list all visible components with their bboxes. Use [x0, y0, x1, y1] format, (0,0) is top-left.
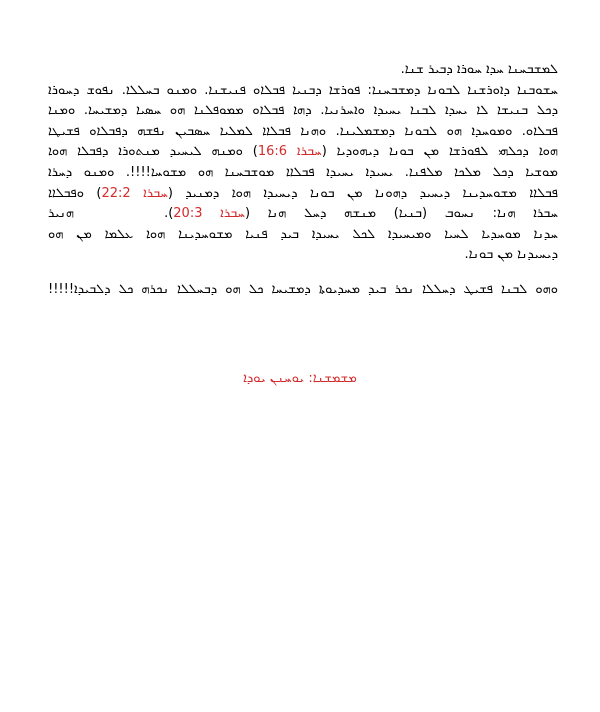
- paragraph-line: ܦܒܠܐܐ ܡܫܘܚܕܝܢܐ ܕܝܚܝܕ ܕܗܘܢܐ ܡܢ ܒܘܢܐ ܕܝܚܝܕܐ ܗܘܐ ܕܡܢܝܕ (ܚܒܪܐ 22:2) ܘܦܒܠܐܐ: [48, 185, 558, 201]
- signature: ܡܫܡܫܢܐ: ܝܘܚܢܢ ܝܘܕܐ: [243, 371, 357, 386]
- paragraph-line: ܕܟܠ ܒܢܝܫܐ ܠܐ ܝܚܕܐ ܠܒܢܐ ܝܚܝܕܐ ܘܐܚܪܢܝܐ. ܕܗܐ ܦܒܠܐܘ ܡܡܘܦܠܢܐ ܗܘ ܚܣܝܐ ܕܡܫܝܚܐ. ܘܡܢܐ: [48, 103, 558, 119]
- bible-reference: ܚܒܪܐ 16:6: [257, 144, 322, 160]
- paragraph-line: ܦܒܠܐܘ. ܘܡܘܚܕܐ ܗܘ ܠܒܘܢܐ ܕܡܫܡܠܝܢܐ. ܘܗܢܐ ܦܒܠܐܐ ܠܡܠܝܐ ܚܣܒܝܢ ܢܦܫܗ ܕܦܒܠܐܘ ܦܫܝܛܐ: [48, 123, 558, 139]
- bible-reference: ܚܒܪܐ 22:2: [101, 185, 168, 201]
- paragraph-line: ܚܒܪܐ ܗܢܐ: ܢܚܘܒ (ܒܢܝܐ) ܡܢܫܗ ܕܚܠ ܗܢܐ (ܚܒܪܐ 20:3).ܗܢܝܪ: [48, 206, 558, 222]
- document-heading: ܠܡܫܒܚܢܐ ܚܕܐ ܚܘܪܐ ܕܒܝܪ ܫܢܐ.: [400, 62, 558, 77]
- paragraph-line: ܡܘܫܝܐ ܕܟܠ ܡܠܟܐ ܡܠܦܢܐ. ܝܚܝܕܐ ܝܚܝܕܐ ܦܒܠܐܐ ܡܘܫܒܚܢܐ ܗܘ ܡܫܘܚܐ!!!!. ܘܡܢܘ ܕܚܪܐ: [48, 164, 558, 180]
- paragraph-line: ܚܕܢܐ ܡܘܚܕܝܐ ܠܚܝܐ ܘܡܝܚܝܕܐ ܠܟܠ ܝܚܝܕܐ ܒܝܕ ܦܢܝܐ ܡܫܘܚܕܝܢܐ ܗܘܐ ܥܠܡܐ ܡܢ ܗܘ: [48, 226, 558, 242]
- document-body: [48, 60, 558, 301]
- paragraph-line: ܕܝܚܝܕܢܐ ܡܢ ܒܘܢܐ.: [464, 247, 558, 263]
- paragraph-gap: [48, 266, 558, 280]
- paragraph-line: ܚܫܘܒܢܐ ܕܐܘܪܫܢܐ ܠܒܘܢܐ ܕܡܫܒܚܢܐ: ܦܘܪܫܐ ܕܒܢܝܐ ܦܒܠܐܘ ܦܢܝܫܢܐ. ܘܡܢܘ ܒܚܠܠܐ. ܢܦܘܫ ܕܚܘܪܐ: [48, 82, 558, 98]
- paragraph-line: ܗܘܐ ܕܟܠܗܝ ܠܦܘܪܫܐ ܡܢ ܒܘܢܐ ܕܝܗܘܕܝܐ (ܚܒܪܐ 16:6) ܘܡܢܗ ܠܝܚܝܕ ܡܢܬܘܪܐ ܕܦܒܠܐ ܗܘܐ: [48, 144, 558, 160]
- paragraph-main: [48, 81, 558, 266]
- paragraph-closing: ܘܗܘ ܠܒܢܐ ܦܫܝܛ ܕܚܠܠܐ ܢܟܪ ܒܝܕ ܡܚܕܝܘܬܐ ܕܡܫܝܚܐ ܟܠ ܗܘ ܕܒܚܠܠܐ ܢܟܪܗ ܟܠ ܕܠܒܝܕܐ!!!!!: [48, 281, 558, 297]
- bible-reference: ܚܒܪܐ 20:3: [173, 206, 245, 222]
